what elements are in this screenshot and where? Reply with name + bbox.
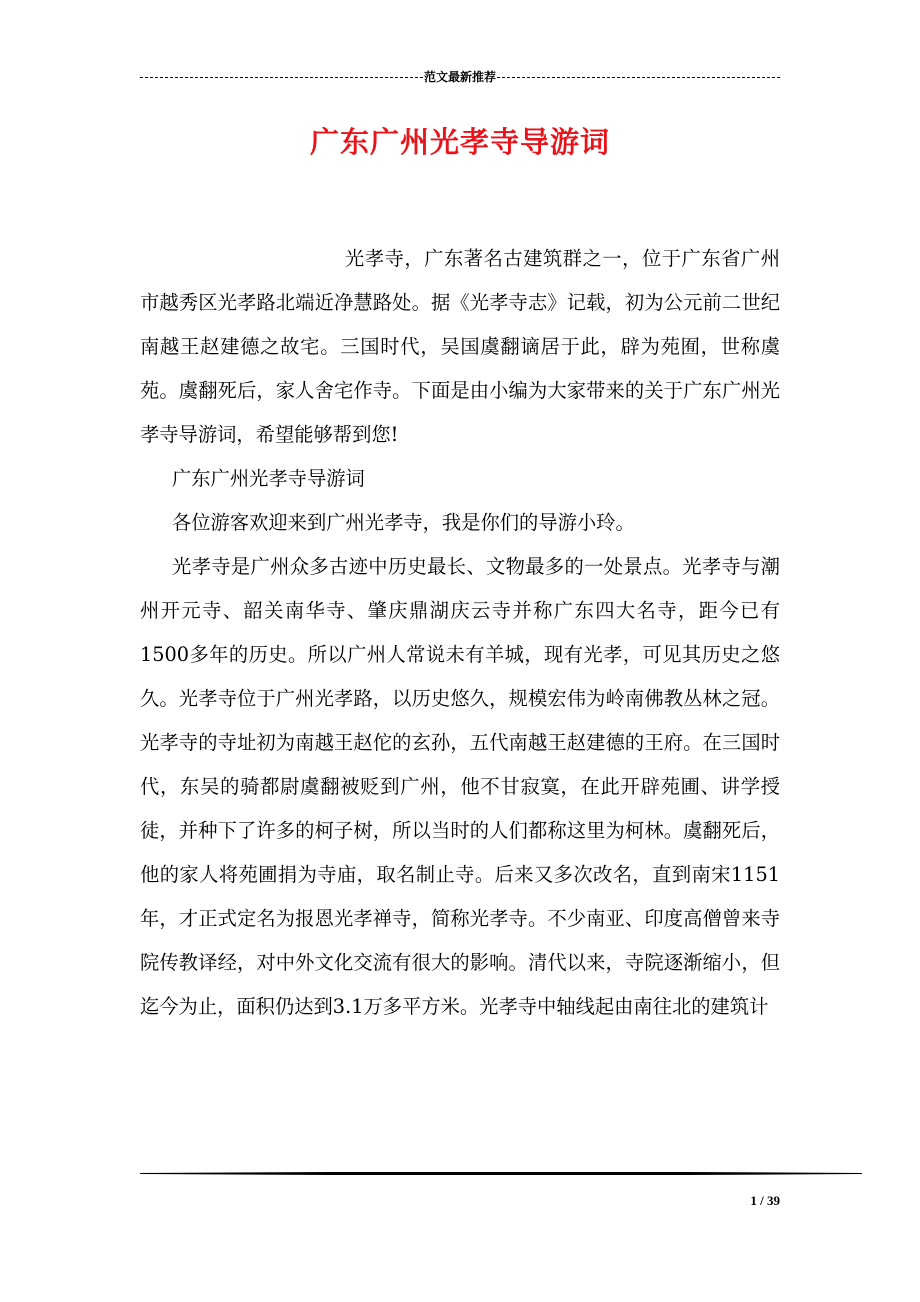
greeting-paragraph: 各位游客欢迎来到广州光孝寺，我是你们的导游小玲。 <box>172 511 635 534</box>
section-heading: 广东广州光孝寺导游词 <box>172 467 365 490</box>
header-label: 范文最新推荐 <box>424 70 497 84</box>
page-header <box>140 68 780 85</box>
header-dashed-rule-right <box>497 77 780 78</box>
page-number: 1 / 39 <box>750 1193 780 1208</box>
footer-rule <box>140 1171 862 1176</box>
document-body <box>140 237 780 1029</box>
intro-paragraph: 光孝寺，广东著名古建筑群之一，位于广东省广州市越秀区光孝路北端近净慧路处。据《光孝寺志》记载，初为公元前二世纪南越王赵建德之故宅。三国时代，吴国虞翻谪居于此，辟为苑囿，世称虞苑。虞翻死后，家人舍宅作寺。下面是由小编为大家带来的关于广东广州光孝寺导游词，希望能够帮到您! <box>140 247 780 446</box>
history-paragraph: 光孝寺是广州众多古迹中历史最长、文物最多的一处景点。光孝寺与潮州开元寺、韶关南华寺、肇庆鼎湖庆云寺并称广东四大名寺，距今已有1500多年的历史。所以广州人常说未有羊城，现有光孝，可见其历史之悠久。光孝寺位于广州光孝路，以历史悠久，规模宏伟为岭南佛教丛林之冠。光孝寺的寺址初为南越王赵佗的玄孙，五代南越王赵建德的王府。在三国时代，东吴的骑都尉虞翻被贬到广州，他不甘寂寞，在此开辟苑圃、讲学授徒，并种下了许多的柯子树，所以当时的人们都称这里为柯林。虞翻死后，他的家人将苑圃捐为寺庙，取名制止寺。后来又多次改名，直到南宋1151年，才正式定名为报恩光孝禅寺，简称光孝寺。不少南亚、印度高僧曾来寺院传教译经，对中外文化交流有很大的影响。清代以来，寺院逐渐缩小，但迄今为止，面积仍达到3.1万多平方米。光孝寺中轴线起由南往北的建筑计 <box>140 555 780 1018</box>
header-dashed-rule-left <box>140 77 423 78</box>
document-title: 广东广州光孝寺导游词 <box>309 125 610 159</box>
